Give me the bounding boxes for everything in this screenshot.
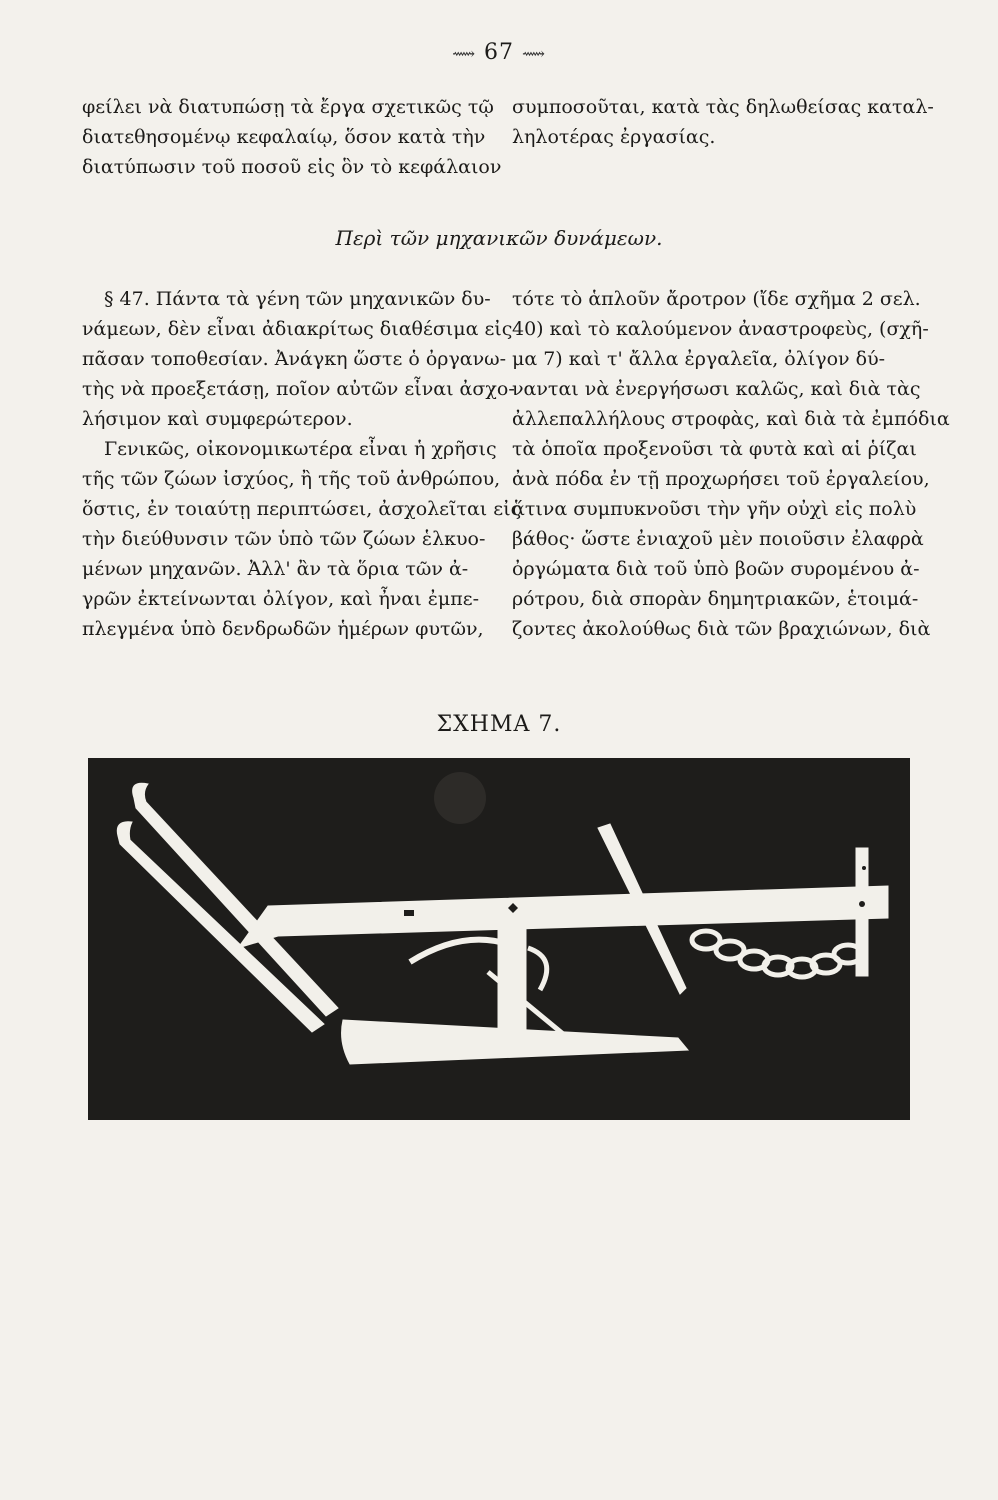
text-line: τὴς νὰ προεξετάσῃ, ποῖον αὐτῶν εἶναι ἀσχο- [82, 378, 515, 400]
text-line: πᾶσαν τοποθεσίαν. Ἀνάγκη ὥστε ὁ ὀργανω- [82, 348, 507, 370]
text-line: ἀνὰ πόδα ἐν τῇ προχωρήσει τοῦ ἐργαλείου, [512, 468, 930, 490]
text-line: ἀλλεπαλλήλους στροφὰς, καὶ διὰ τὰ ἐμπόδια [512, 408, 950, 430]
plough-standard [498, 916, 526, 1034]
text-line: νανται νὰ ἐνεργήσωσι καλῶς, καὶ διὰ τὰς [512, 378, 921, 400]
text-line: βάθος· ὥστε ἐνιαχοῦ μὲν ποιοῦσιν ἐλαφρὰ [512, 528, 924, 550]
text-line: νάμεων, δὲν εἶναι ἀδιακρίτως διαθέσιμα εἰς [82, 318, 513, 340]
plough-chain [692, 931, 862, 977]
text-line: μένων μηχανῶν. Ἀλλ' ἂν τὰ ὅρια τῶν ἀ- [82, 558, 469, 580]
text-line: διατεθησομένῳ κεφαλαίῳ, ὅσον κατὰ τὴν [82, 126, 486, 148]
ornament-left: ⟿ [452, 44, 476, 63]
text-line: 40) καὶ τὸ καλούμενον ἀναστροφεὺς, (σχῆ- [512, 318, 929, 340]
text-line: τὰ ὁποῖα προξενοῦσι τὰ φυτὰ καὶ αἱ ῥίζαι [512, 438, 917, 460]
mouldboard-right [528, 948, 547, 990]
figure-caption: ΣΧΗΜΑ 7. [436, 712, 562, 737]
page-number: 67 [484, 40, 514, 65]
text-line: § 47. Πάντα τὰ γένη τῶν μηχανικῶν δυ- [104, 288, 491, 310]
text-line: Γενικῶς, οἰκονομικωτέρα εἶναι ἡ χρῆσις [104, 438, 497, 460]
text-line: ἅτινα συμπυκνοῦσι τὴν γῆν οὐχὶ εἰς πολὺ [512, 498, 917, 520]
text-line: μα 7) καὶ τ' ἄλλα ἐργαλεῖα, ὀλίγον δύ- [512, 348, 886, 370]
text-line: ὀργώματα διὰ τοῦ ὑπὸ βοῶν συρομένου ἀ- [512, 558, 920, 580]
body-left-column [82, 284, 522, 644]
text-line: διατύπωσιν τοῦ ποσοῦ εἰς ὃν τὸ κεφάλαιον [82, 156, 502, 178]
plough-engraving [88, 758, 910, 1120]
text-line: λήσιμον καὶ συμφερώτερον. [82, 408, 353, 430]
top-right-column [512, 92, 932, 152]
text-line: συμποσοῦται, κατὰ τὰς δηλωθείσας καταλ- [512, 96, 934, 118]
top-left-column [82, 92, 502, 182]
text-line: γρῶν ἐκτείνωνται ὀλίγον, καὶ ἦναι ἐμπε- [82, 588, 480, 610]
ornament-right: ⟿ [522, 44, 546, 63]
text-line: φείλει νὰ διατυπώσῃ τὰ ἔργα σχετικῶς τῷ [82, 96, 494, 118]
plough-handle-upper [133, 783, 338, 1016]
text-line: ζοντες ἀκολούθως διὰ τῶν βραχιώνων, διὰ [512, 618, 931, 640]
section-title: Περὶ τῶν μηχανικῶν δυνάμεων. [335, 226, 663, 250]
page-header [0, 40, 998, 65]
engraving-shading [434, 772, 486, 824]
text-line: πλεγμένα ὑπὸ δενδρωδῶν ἡμέρων φυτῶν, [82, 618, 484, 640]
text-line: ὅστις, ἐν τοιαύτῃ περιπτώσει, ἀσχολεῖται εἰς [82, 498, 522, 520]
plough-illustration [88, 758, 910, 1120]
text-line: τῆς τῶν ζώων ἰσχύος, ἢ τῆς τοῦ ἀνθρώπου, [82, 468, 501, 490]
text-line: τότε τὸ ἁπλοῦν ἄροτρον (ἴδε σχῆμα 2 σελ. [512, 288, 921, 310]
text-line: ληλοτέρας ἐργασίας. [512, 126, 716, 148]
text-line: τὴν διεύθυνσιν τῶν ὑπὸ τῶν ζώων ἑλκυο- [82, 528, 486, 550]
text-line: ρότρου, διὰ σπορὰν δημητριακῶν, ἑτοιμά- [512, 588, 919, 610]
plough-beam [238, 886, 888, 948]
body-right-column [512, 284, 950, 644]
